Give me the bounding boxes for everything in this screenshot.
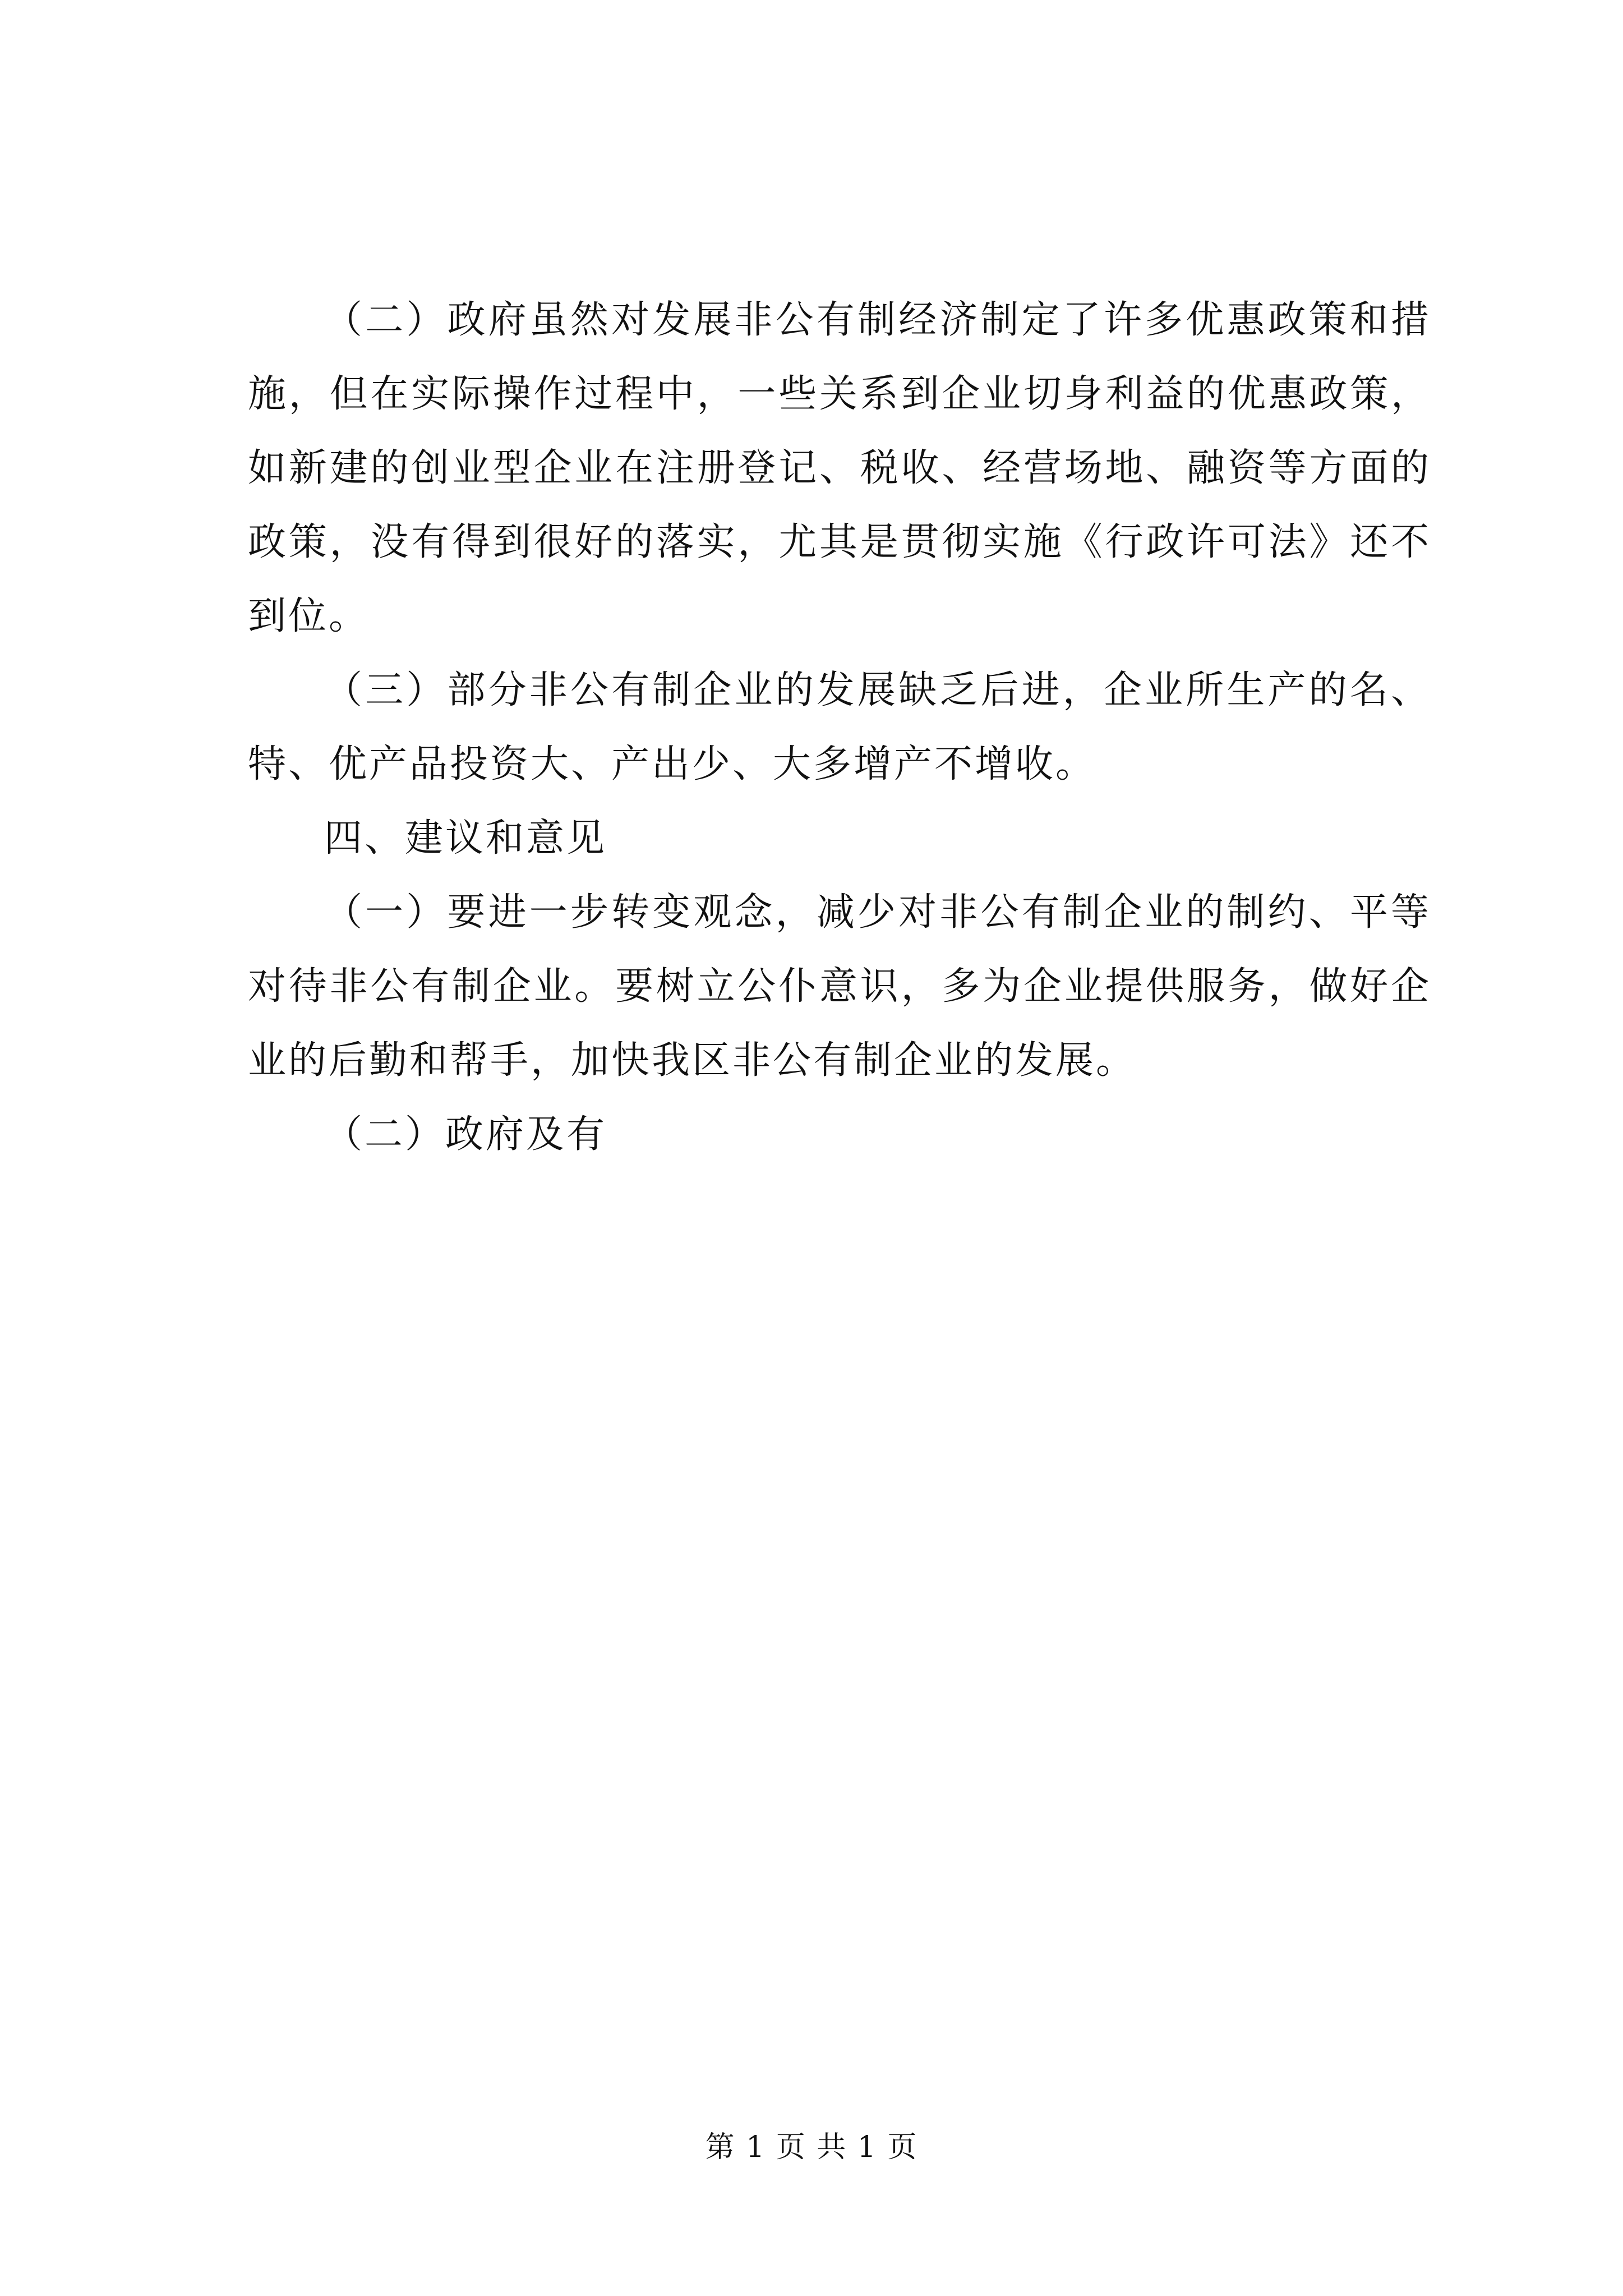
page-footer: 第 1 页 共 1 页	[705, 2131, 918, 2164]
section-heading-suggestions: 四、建议和意见	[324, 816, 607, 861]
paragraph-policy-implementation: （二）政府虽然对发展非公有制经济制定了许多优惠政策和措施，但在实际操作过程中，一些关系到企业切身利益的优惠政策，如新建的创业型企业在注册登记、税收、经营场地、融资等方面的政策，没有得到很好的落实，尤其是贯彻实施《行政许可法》还不到位。	[248, 298, 1431, 638]
paragraph-suggestion-two: （二）政府及有	[324, 1112, 607, 1157]
paragraph-suggestion-one: （一）要进一步转变观念，减少对非公有制企业的制约、平等对待非公有制企业。要树立公仆意识，多为企业提供服务，做好企业的后勤和帮手，加快我区非公有制企业的发展。	[248, 890, 1431, 1083]
document-body	[248, 283, 1431, 1172]
paragraph-enterprise-development: （三）部分非公有制企业的发展缺乏后进，企业所生产的名、特、优产品投资大、产出少、大多增产不增收。	[248, 668, 1431, 786]
